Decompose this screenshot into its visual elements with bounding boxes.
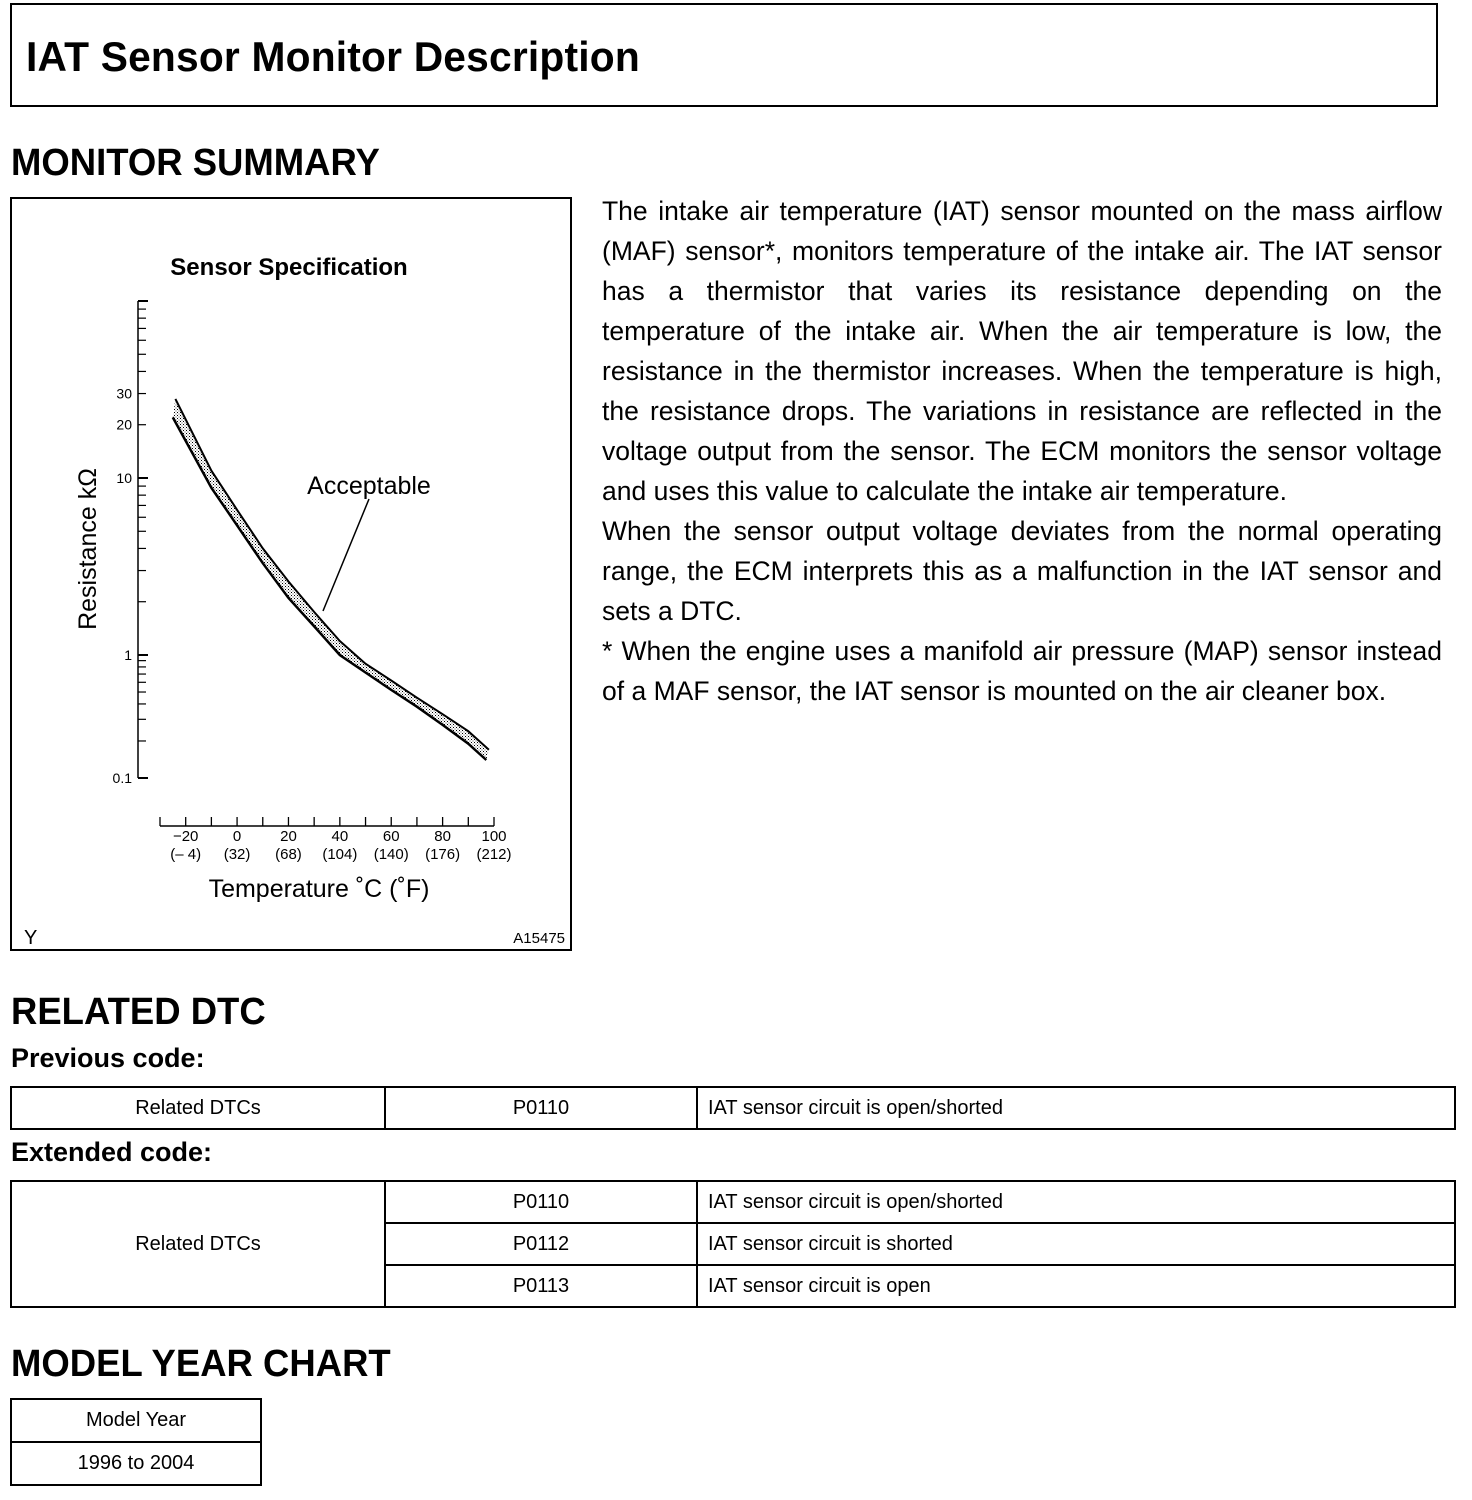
row-label-cell: Related DTCs [11,1181,385,1307]
annotation-leader-line [323,499,369,611]
figure-id: A15475 [513,930,565,947]
x-tick-sublabel: (32) [223,846,251,863]
section-heading-related-dtc: RELATED DTC [11,991,266,1033]
row-label-cell: Related DTCs [11,1087,385,1129]
upper-limit-line [175,399,489,750]
dtc-code-cell: P0110 [385,1087,697,1129]
acceptable-band-fill [173,399,489,760]
dtc-description-cell: IAT sensor circuit is open/shorted [697,1087,1455,1129]
x-tick-label: 20 [280,828,297,845]
x-tick-sublabel: (176) [425,846,461,863]
y-axis-label: Resistance kΩ [74,468,102,630]
section-heading-model-year-chart: MODEL YEAR CHART [11,1343,391,1385]
table-row [11,1087,1455,1129]
table-row [11,1399,261,1442]
dtc-code-cell: P0110 [385,1181,697,1223]
dtc-description-cell: IAT sensor circuit is open/shorted [697,1181,1455,1223]
summary-paragraph: The intake air temperature (IAT) sensor mounted on the mass airflow (MAF) sensor*, monitors temperature of the intake air. The IAT sensor has a thermistor that varies its resistance depending on the temperature of the intake air. When the air temperature is low, the resistance in the thermistor increases. When the temperature is high, the resistance drops. The variations in resistance are reflected in the voltage output from the sensor. The ECM monitors the sensor voltage and uses this value to calculate the intake air temperature. [602,196,1442,506]
previous-code-label: Previous code: [11,1043,205,1073]
y-tick-label: 20 [116,416,132,433]
x-tick-sublabel: (104) [322,846,358,863]
x-tick-label: 60 [382,828,400,845]
figure-corner-mark: Y [24,927,38,949]
lower-limit-line [173,417,487,760]
x-tick-sublabel: (212) [476,846,512,863]
table-row [11,1442,261,1485]
dtc-code-cell: P0112 [385,1223,697,1265]
extended-code-table [10,1180,1456,1308]
monitor-summary-text [602,191,1442,711]
model-year-value: 1996 to 2004 [11,1442,261,1485]
y-tick-label: 30 [116,385,132,402]
section-heading-monitor-summary: MONITOR SUMMARY [11,142,380,184]
dtc-description-cell: IAT sensor circuit is open [697,1265,1455,1307]
dtc-code-cell: P0113 [385,1265,697,1307]
chart-title: Sensor Specification [170,254,408,281]
summary-paragraph: * When the engine uses a manifold air pressure (MAP) sensor instead of a MAF sensor, the IAT sensor is mounted on the air cleaner box. [602,636,1442,706]
y-tick-label: 1 [124,647,132,663]
y-tick-label: 0.1 [112,770,132,786]
acceptable-annotation: Acceptable [307,472,431,500]
x-tick-label: −20 [172,828,199,845]
summary-paragraph: When the sensor output voltage deviates from the normal operating range, the ECM interprets this as a malfunction in the IAT sensor and sets a DTC. [602,516,1442,626]
table-row [11,1181,1455,1223]
model-year-table [10,1398,262,1486]
y-tick-label: 10 [116,470,132,486]
page-title-box [10,3,1438,107]
x-axis [160,817,512,863]
x-tick-label: 0 [232,828,242,845]
x-axis-label: Temperature ˚C (˚F) [208,875,430,903]
previous-code-table [10,1086,1456,1130]
x-tick-sublabel: (68) [275,846,302,863]
sensor-specification-chart [12,199,570,949]
x-tick-label: 40 [331,828,349,845]
x-tick-sublabel: (– 4) [170,846,202,863]
extended-code-label: Extended code: [11,1137,213,1167]
x-tick-label: 80 [434,828,451,845]
x-tick-sublabel: (140) [373,846,409,863]
x-tick-label: 100 [481,828,507,845]
dtc-description-cell: IAT sensor circuit is shorted [697,1223,1455,1265]
page-title: IAT Sensor Monitor Description [26,33,640,80]
acceptable-band [173,399,489,760]
y-axis [113,301,148,786]
model-year-header: Model Year [11,1399,261,1442]
sensor-specification-figure [10,197,572,951]
